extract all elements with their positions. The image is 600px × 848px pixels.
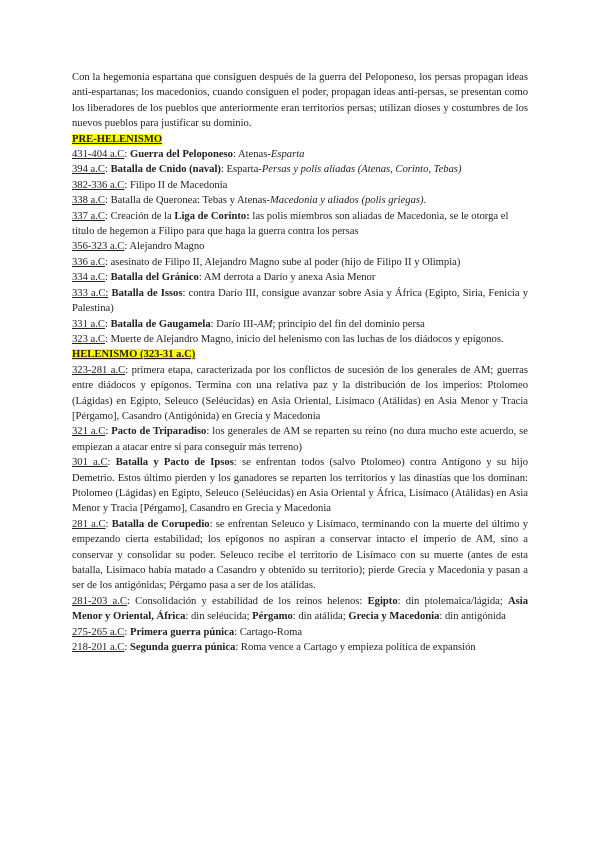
timeline-entry: 334 a.C: Batalla del Gránico: AM derrota a Darío y anexa Asia Menor <box>72 272 376 284</box>
entry-date: 333 a.C: <box>72 287 109 299</box>
timeline-entry: 333 a.C: Batalla de Issos: contra Darío III, consigue avanzar sobre Asia y África (Egipto, Siria, Fenicia y Palestina) <box>72 287 528 315</box>
intro-paragraph: Con la hegemonía espartana que consiguen después de la guerra del Peloponeso, los persas propagan ideas anti-espartanas; los macedonios, cuando consiguen el poder, propagan ideas anti-persas, se presentan como los liberadores de los pueblos que anteriormente eran territorios persas; utilizan dioses y costumbres de los nuevos pueblos para justificar su dominio. <box>72 72 528 130</box>
entry-date: 323 a.C <box>72 333 105 345</box>
timeline-entry: 218-201 a.C: Segunda guerra púnica: Roma vence a Cartago y empieza política de expansión <box>72 642 476 654</box>
timeline-entry: 323-281 a.C: primera etapa, caracterizada por los conflictos de sucesión de los generales de AM; guerras entre diádocos y epígonos. Termina con una relativa paz y la distribución de los imperios: Ptolomeo (Lágidas) en Egipto, Seleuco (Seléucidas) en Asia Oriental, Lisímaco (Atálidas) en Asia Menor y Tracia [Pérgamo], Casandro (Antigónida) en Grecia y Macedonia <box>72 364 529 422</box>
entry-date: 275-265 a.C <box>72 626 125 638</box>
entry-date: 331 a.C <box>72 318 105 330</box>
entry-event: Batalla de Issos <box>111 287 183 299</box>
entry-date: 323-281 a.C <box>72 364 126 376</box>
entry-event: Guerra del Peloponeso <box>129 149 233 161</box>
timeline-entry: 331 a.C: Batalla de Gaugamela: Darío III-AM; principio del fin del dominio persa <box>72 318 425 330</box>
timeline-entry: 321 a.C: Pacto de Triparadiso: los generales de AM se reparten su reino (no dura mucho este acuerdo, se empiezan a atacar entre sí para conseguir más terreno) <box>72 426 528 453</box>
section-heading-helenismo: HELENISMO (323-31 a.C) <box>72 349 196 361</box>
timeline-entry: 394 a.C: Batalla de Cnido (naval): Esparta-Persas y polis aliadas (Atenas, Corinto, Tebas) <box>72 164 462 176</box>
entry-date: 431-404 a.C <box>72 149 125 161</box>
entry-date: 334 a.C <box>72 272 105 284</box>
entry-date: 338 a.C <box>72 195 105 207</box>
entry-event: Batalla de Gaugamela <box>110 318 211 330</box>
entry-date: 336 a.C <box>72 256 105 268</box>
entry-date: 382-336 a.C <box>72 179 125 191</box>
entry-date: 218-201 a.C <box>72 642 125 654</box>
entry-event: Batalla de Cnido (naval) <box>110 164 221 176</box>
entry-date: 321 a.C <box>72 426 106 438</box>
entry-event: Primera guerra púnica <box>129 626 235 638</box>
document-page <box>72 70 528 655</box>
entry-date: 356-323 a.C <box>72 241 125 253</box>
entry-event: Batalla del Gránico <box>110 272 199 284</box>
timeline-entry: 382-336 a.C: Filipo II de Macedonia <box>72 179 228 191</box>
timeline-entry: 337 a.C: Creación de la Liga de Corinto: las polis miembros son aliadas de Macedonia, se le otorga el título de hegemon a Filipo para que haga la guerra contra los persas <box>72 210 509 238</box>
section-heading-pre-helenismo: PRE-HELENISMO <box>72 133 163 145</box>
entry-event: Pacto de Triparadiso <box>111 426 207 438</box>
timeline-entry: 336 a.C: asesinato de Filipo II, Alejandro Magno sube al poder (hijo de Filipo II y Olimpia) <box>72 256 461 268</box>
timeline-entry: 431-404 a.C: Guerra del Peloponeso: Atenas-Esparta <box>72 149 305 161</box>
timeline-entry: 281-203 a.C: Consolidación y estabilidad de los reinos helenos: Egipto: din ptolemaica/lágida; Asia Menor y Oriental, África: din seléucida; Pérgamo: din atálida; Grecia y Macedonia: din antigónida <box>72 595 529 623</box>
entry-event: Segunda guerra púnica <box>129 642 236 654</box>
entry-date: 394 a.C <box>72 164 105 176</box>
entry-event: Batalla y Pacto de Ipsos <box>115 457 234 469</box>
timeline-entry: 356-323 a.C: Alejandro Magno <box>72 241 205 253</box>
entry-date: 337 a.C <box>72 210 105 222</box>
entry-event: Batalla de Corupedio <box>111 518 210 530</box>
timeline-entry: 281 a.C: Batalla de Corupedio: se enfrentan Seleuco y Lisímaco, terminando con la muerte del último y empezando cierta estabilidad; los epígonos no aspiran a conservar intacto el imperio de AM, sino a conservar y consolidar su poder. Seleuco recibe el territorio de Lisímaco con su muerte (antes de esta batalla, Lisímaco había matado a Casandro y obtenido su territorio); pierde Grecia y Macedonia y pasan a ser de los antigónidas; Pérgamo pasa a ser de los atálidas. <box>72 518 528 592</box>
entry-event: Liga de Corinto: <box>174 210 250 222</box>
timeline-entry: 323 a.C: Muerte de Alejandro Magno, inicio del helenismo con las luchas de los diádocos y epígonos. <box>72 333 504 345</box>
entry-date: 281 a.C <box>72 518 106 530</box>
timeline-entry: 338 a.C: Batalla de Queronea: Tebas y Atenas-Macedonia y aliados (polis griegas). <box>72 195 427 207</box>
timeline-entry: 301 a.C: Batalla y Pacto de Ipsos: se enfrentan todos (salvo Ptolomeo) contra Antígono y su hijo Demetrio. Estos último pierden y los ganadores se reparten los territorios y las dinastías que los dominan: Ptolomeo (Lágidas) en Egipto, Seleuco (Seléucidas) en Asia Oriental y África, Lisímaco (Atálidas) en Asia Menor y Tracia [Pérgamo], Casandro en Grecia y Macedonia <box>72 457 528 515</box>
entry-date: 281-203 a.C <box>72 595 127 607</box>
timeline-entry: 275-265 a.C: Primera guerra púnica: Cartago-Roma <box>72 626 303 638</box>
entry-date: 301 a.C <box>72 457 108 469</box>
